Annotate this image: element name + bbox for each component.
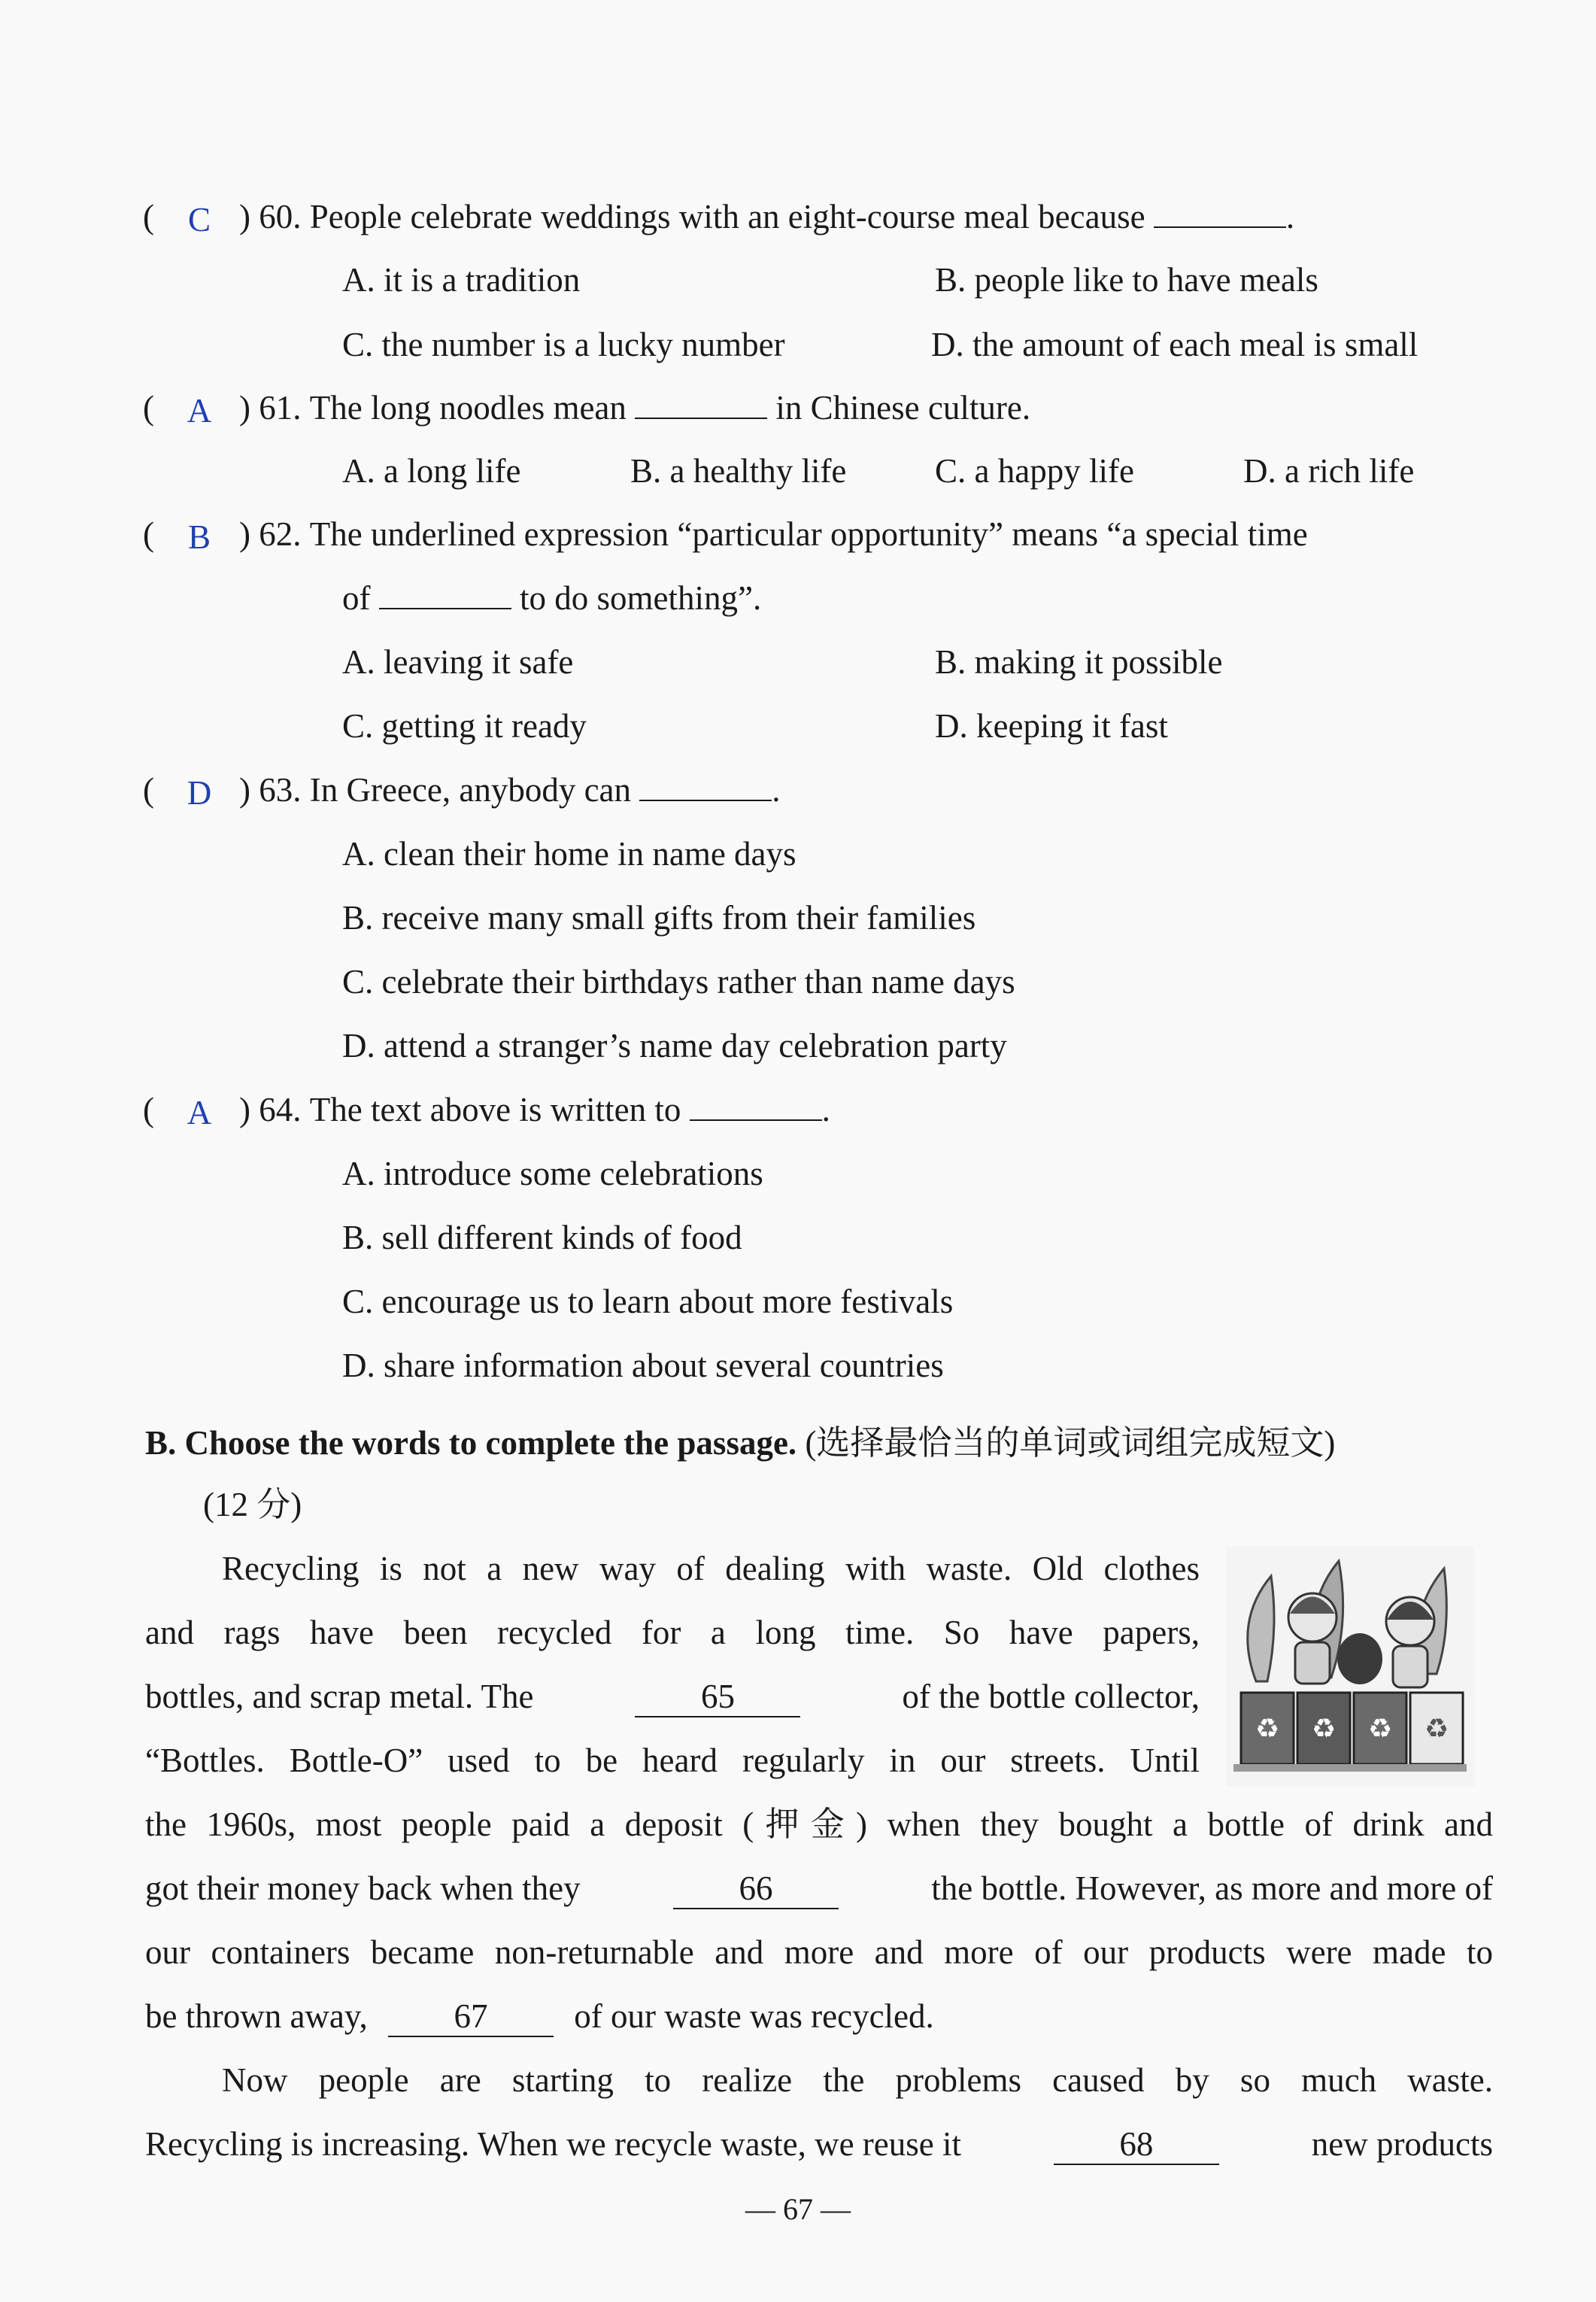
option-61-b: B. a healthy life [630,452,847,490]
answer-blank [690,1089,822,1121]
passage-line-6: got their money back when they 66 the bottle. However, as more and more of [145,1866,1493,1911]
passage-line-1: Recycling is not a new way of dealing with waste. Old clothes [222,1550,1200,1587]
passage-line-7: our containers became non-returnable and more and more of our products were made to [145,1933,1493,1971]
blank-66: 66 [673,1869,839,1909]
answer-62: B [187,518,211,556]
blank-67: 67 [388,1997,554,2037]
passage-line-4: “Bottles. Bottle-O” used to be heard regularly in our streets. Until [145,1742,1200,1779]
blank-65: 65 [635,1677,800,1717]
option-63-c: C. celebrate their birthdays rather than name days [342,963,1015,1001]
option-60-b: B. people like to have meals [935,261,1318,299]
option-60-d: D. the amount of each meal is small [931,326,1418,363]
page-number: — 67 — [745,2192,851,2226]
option-64-d: D. share information about several countries [342,1347,944,1384]
option-63-d: D. attend a stranger’s name day celebration party [342,1027,1007,1064]
passage-line-2: and rags have been recycled for a long time. So have papers, [145,1614,1200,1651]
answer-blank [635,387,767,419]
recycling-illustration [1226,1546,1474,1787]
passage-line-8: be thrown away, 67 of our waste was recycled. [145,1994,934,2039]
svg-text:♻: ♻ [1424,1714,1449,1745]
svg-text:♻: ♻ [1255,1714,1280,1745]
answer-paren-open: ( [143,389,154,427]
option-60-a: A. it is a tradition [342,261,581,299]
question-64-stem: ) 64. The text above is written to . [239,1091,830,1128]
answer-paren-open: ( [143,515,154,553]
section-b-heading: B. Choose the words to complete the passage. (选择最恰当的单词或词组完成短文) [145,1424,1336,1462]
option-62-a: A. leaving it safe [342,643,574,681]
section-b-instruction-cn: (选择最恰当的单词或词组完成短文) [805,1424,1336,1462]
blank-68: 68 [1054,2124,1219,2165]
question-number: 63. [259,771,302,809]
answer-blank [379,578,511,609]
option-64-b: B. sell different kinds of food [342,1219,742,1256]
svg-text:♻: ♻ [1311,1714,1337,1745]
option-62-d: D. keeping it fast [935,707,1168,745]
option-61-c: C. a happy life [935,452,1134,490]
question-62-stem: ) 62. The underlined expression “particular opportunity” means “a special time [239,515,1308,553]
question-63-stem: ) 63. In Greece, anybody can . [239,771,781,809]
passage-line-9: Now people are starting to realize the problems caused by so much waste. [222,2061,1493,2099]
svg-text:♻: ♻ [1367,1714,1393,1745]
question-number: 60. [259,198,302,235]
answer-blank [639,770,772,801]
answer-paren-open: ( [143,1091,154,1128]
question-61-stem: ) 61. The long noodles mean in Chinese culture. [239,389,1031,427]
option-61-a: A. a long life [342,452,521,490]
answer-64: A [187,1094,212,1131]
option-64-c: C. encourage us to learn about more festivals [342,1283,954,1320]
option-62-b: B. making it possible [935,643,1223,681]
question-number: 64. [259,1091,302,1128]
question-62-stem-cont: of to do something”. [342,579,762,617]
option-61-d: D. a rich life [1243,452,1415,490]
answer-63: D [187,774,212,812]
option-62-c: C. getting it ready [342,707,587,745]
answer-61: A [187,392,212,430]
passage-line-10: Recycling is increasing. When we recycle waste, we reuse it 68 new products [145,2121,1493,2167]
option-60-c: C. the number is a lucky number [342,326,785,363]
answer-paren-open: ( [143,198,154,235]
option-64-a: A. introduce some celebrations [342,1155,763,1192]
passage-line-5: the 1960s, most people paid a deposit (押金) when they bought a bottle of drink and [145,1805,1493,1843]
question-60-stem: ) 60. People celebrate weddings with an eight-course meal because . [239,198,1295,235]
question-number: 62. [259,515,302,553]
question-number: 61. [259,389,302,427]
option-63-a: A. clean their home in name days [342,835,796,873]
answer-blank [1154,196,1286,228]
answer-60: C [187,201,211,238]
section-b-score: (12 分) [203,1486,302,1523]
option-63-b: B. receive many small gifts from their families [342,899,976,937]
passage-line-3: bottles, and scrap metal. The 65 of the bottle collector, [145,1674,1200,1719]
answer-paren-open: ( [143,771,154,809]
